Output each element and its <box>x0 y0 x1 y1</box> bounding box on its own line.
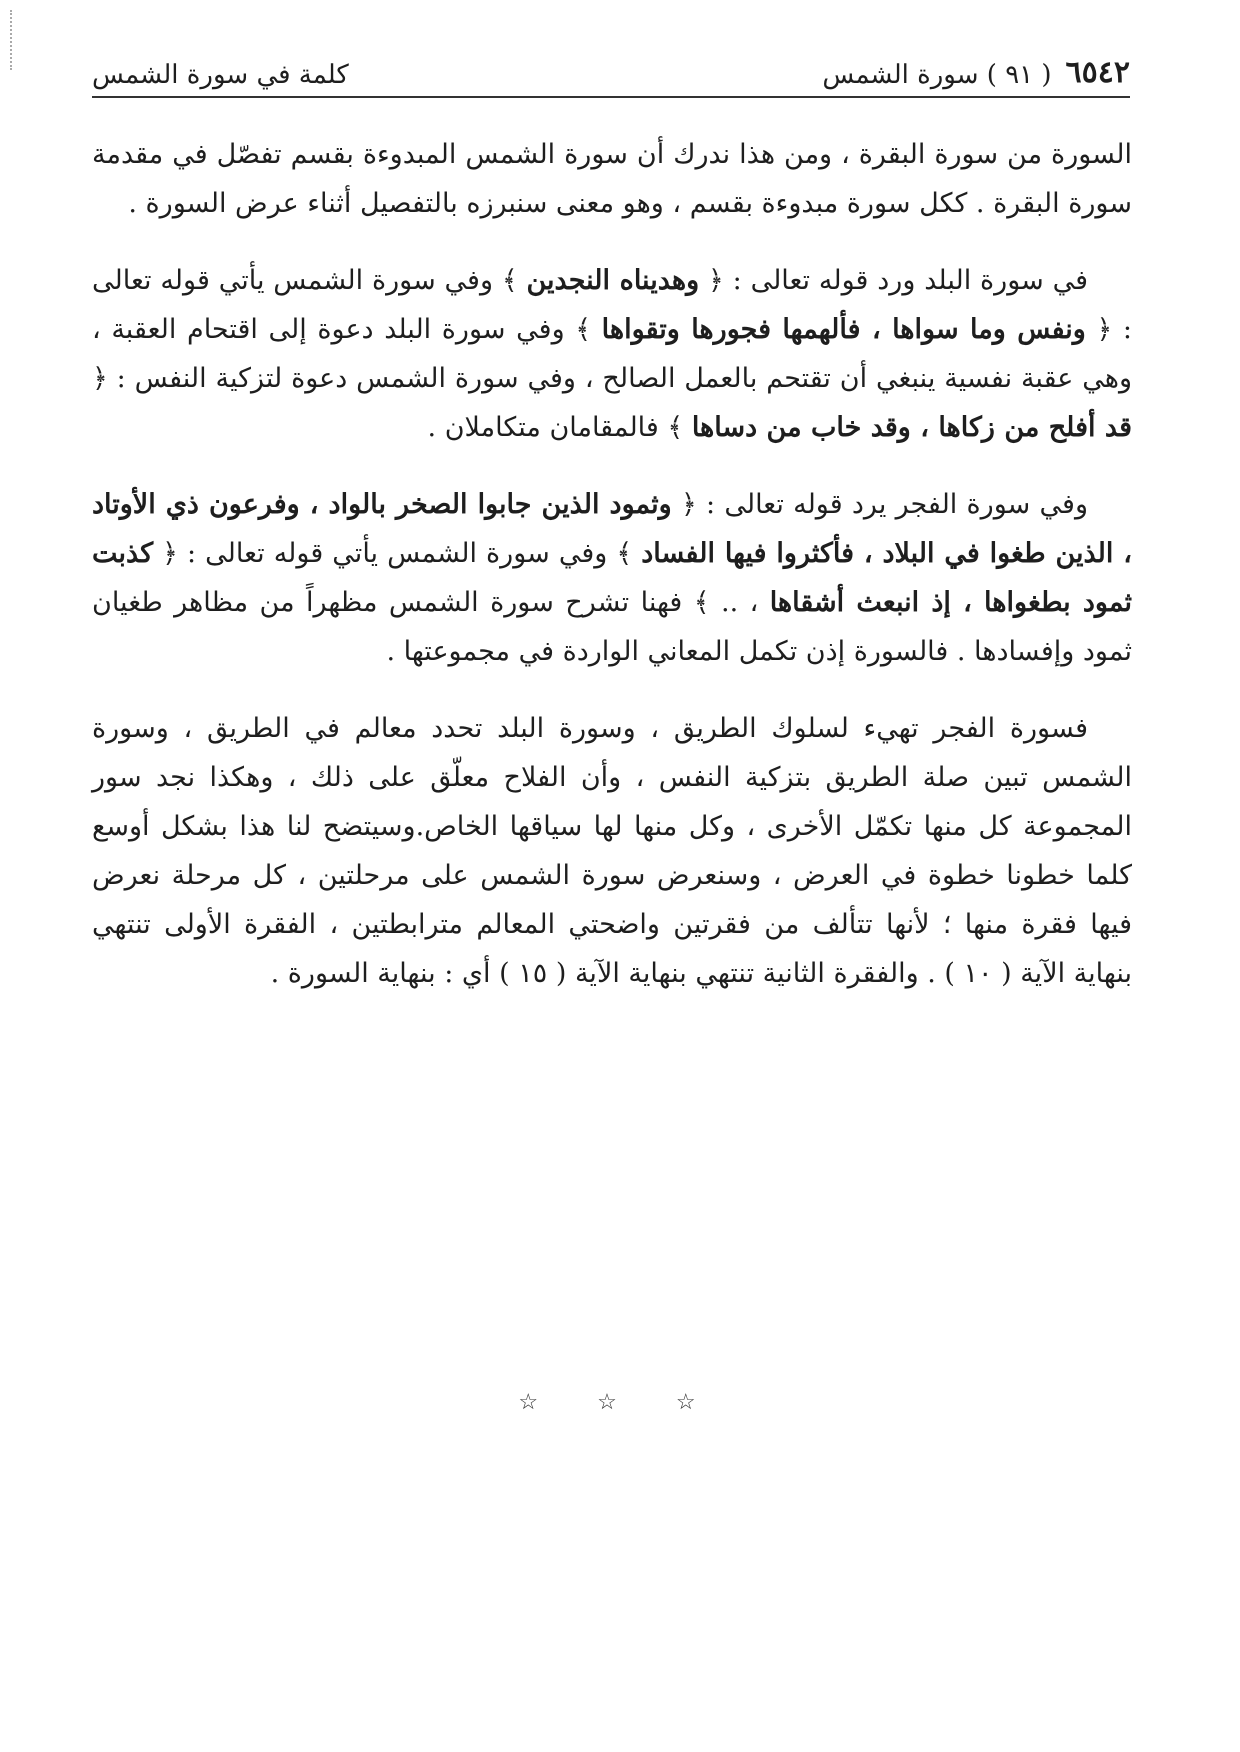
body-text <box>92 130 1132 1026</box>
section-title: كلمة في سورة الشمس <box>92 60 349 90</box>
text-run: ﴾ وفي سورة الشمس يأتي قوله تعالى : ﴿ <box>153 538 642 569</box>
scan-edge-mark <box>10 10 18 70</box>
text-run: ﴾ فالمقامان متكاملان . <box>427 412 692 443</box>
text-run: فسورة الفجر تهيء لسلوك الطريق ، وسورة البلد تحدد معالم في الطريق ، وسورة الشمس تبين صلة الطريق بتزكية النفس ، وأن الفلاح معلّق على ذلك ، وهكذا نجد سور المجموعة كل منها تكمّل الأخرى ، وكل منها لها سياقها الخاص.وسيتضح لنا هذا بشكل أوسع كلما خطونا خطوة في العرض ، وسنعرض سورة الشمس على مرحلتين ، كل مرحلة نعرض فيها فقرة منها ؛ لأنها تتألف من فقرتين واضحتي المعالم مترابطتين ، الفقرة الأولى تنتهي بنهاية الآية ( ١٠ ) . والفقرة الثانية تنتهي بنهاية الآية ( ١٥ ) أي : بنهاية السورة . <box>92 713 1132 989</box>
surah-reference: ( ٩١ ) سورة الشمس <box>822 60 1052 90</box>
quran-quote: كذبت ثمود بطغواها ، إذ انبعث أشقاها <box>92 538 1132 618</box>
text-run: السورة من سورة البقرة ، ومن هذا ندرك أن سورة الشمس المبدوءة بقسم تفصّل في مقدمة سورة البقرة . ككل سورة مبدوءة بقسم ، وهو معنى سنبرزه بالتفصيل أثناء عرض السورة . <box>92 139 1132 219</box>
text-run: ﴾ وفي سورة البلد دعوة إلى اقتحام العقبة ، وهي عقبة نفسية ينبغي أن تقتحم بالعمل الصالح ، وفي سورة الشمس دعوة لتزكية النفس : ﴿ <box>92 314 1132 394</box>
text-run: وفي سورة الفجر يرد قوله تعالى : ﴿ <box>671 489 1088 520</box>
paragraph <box>92 480 1132 676</box>
header-right <box>822 55 1130 90</box>
paragraph <box>92 256 1132 452</box>
quran-quote: وهديناه النجدين <box>526 265 700 296</box>
quran-quote: ونفس وما سواها ، فألهمها فجورها وتقواها <box>601 314 1086 345</box>
quran-quote: وثمود الذين جابوا الصخر بالواد ، وفرعون ذي الأوتاد ، الذين طغوا في البلاد ، فأكثروا فيها الفساد <box>92 489 1132 569</box>
paragraph <box>92 704 1132 998</box>
text-run: ، .. ﴾ فهنا تشرح سورة الشمس مظهراً من مظاهر طغيان ثمود وإفسادها . فالسورة إذن تكمل المعاني الواردة في مجموعتها . <box>92 587 1132 667</box>
text-run: في سورة البلد ورد قوله تعالى : ﴿ <box>699 265 1089 296</box>
text-run: ﴾ وفي سورة الشمس يأتي قوله تعالى : ﴿ <box>92 265 1132 345</box>
section-separator: ☆ ☆ ☆ <box>518 1390 722 1415</box>
page-number: ٦٥٤٢ <box>1065 55 1130 90</box>
running-header <box>92 50 1130 90</box>
header-rule <box>92 96 1130 98</box>
quran-quote: قد أفلح من زكاها ، وقد خاب من دساها <box>691 412 1132 443</box>
paragraph <box>92 130 1132 228</box>
